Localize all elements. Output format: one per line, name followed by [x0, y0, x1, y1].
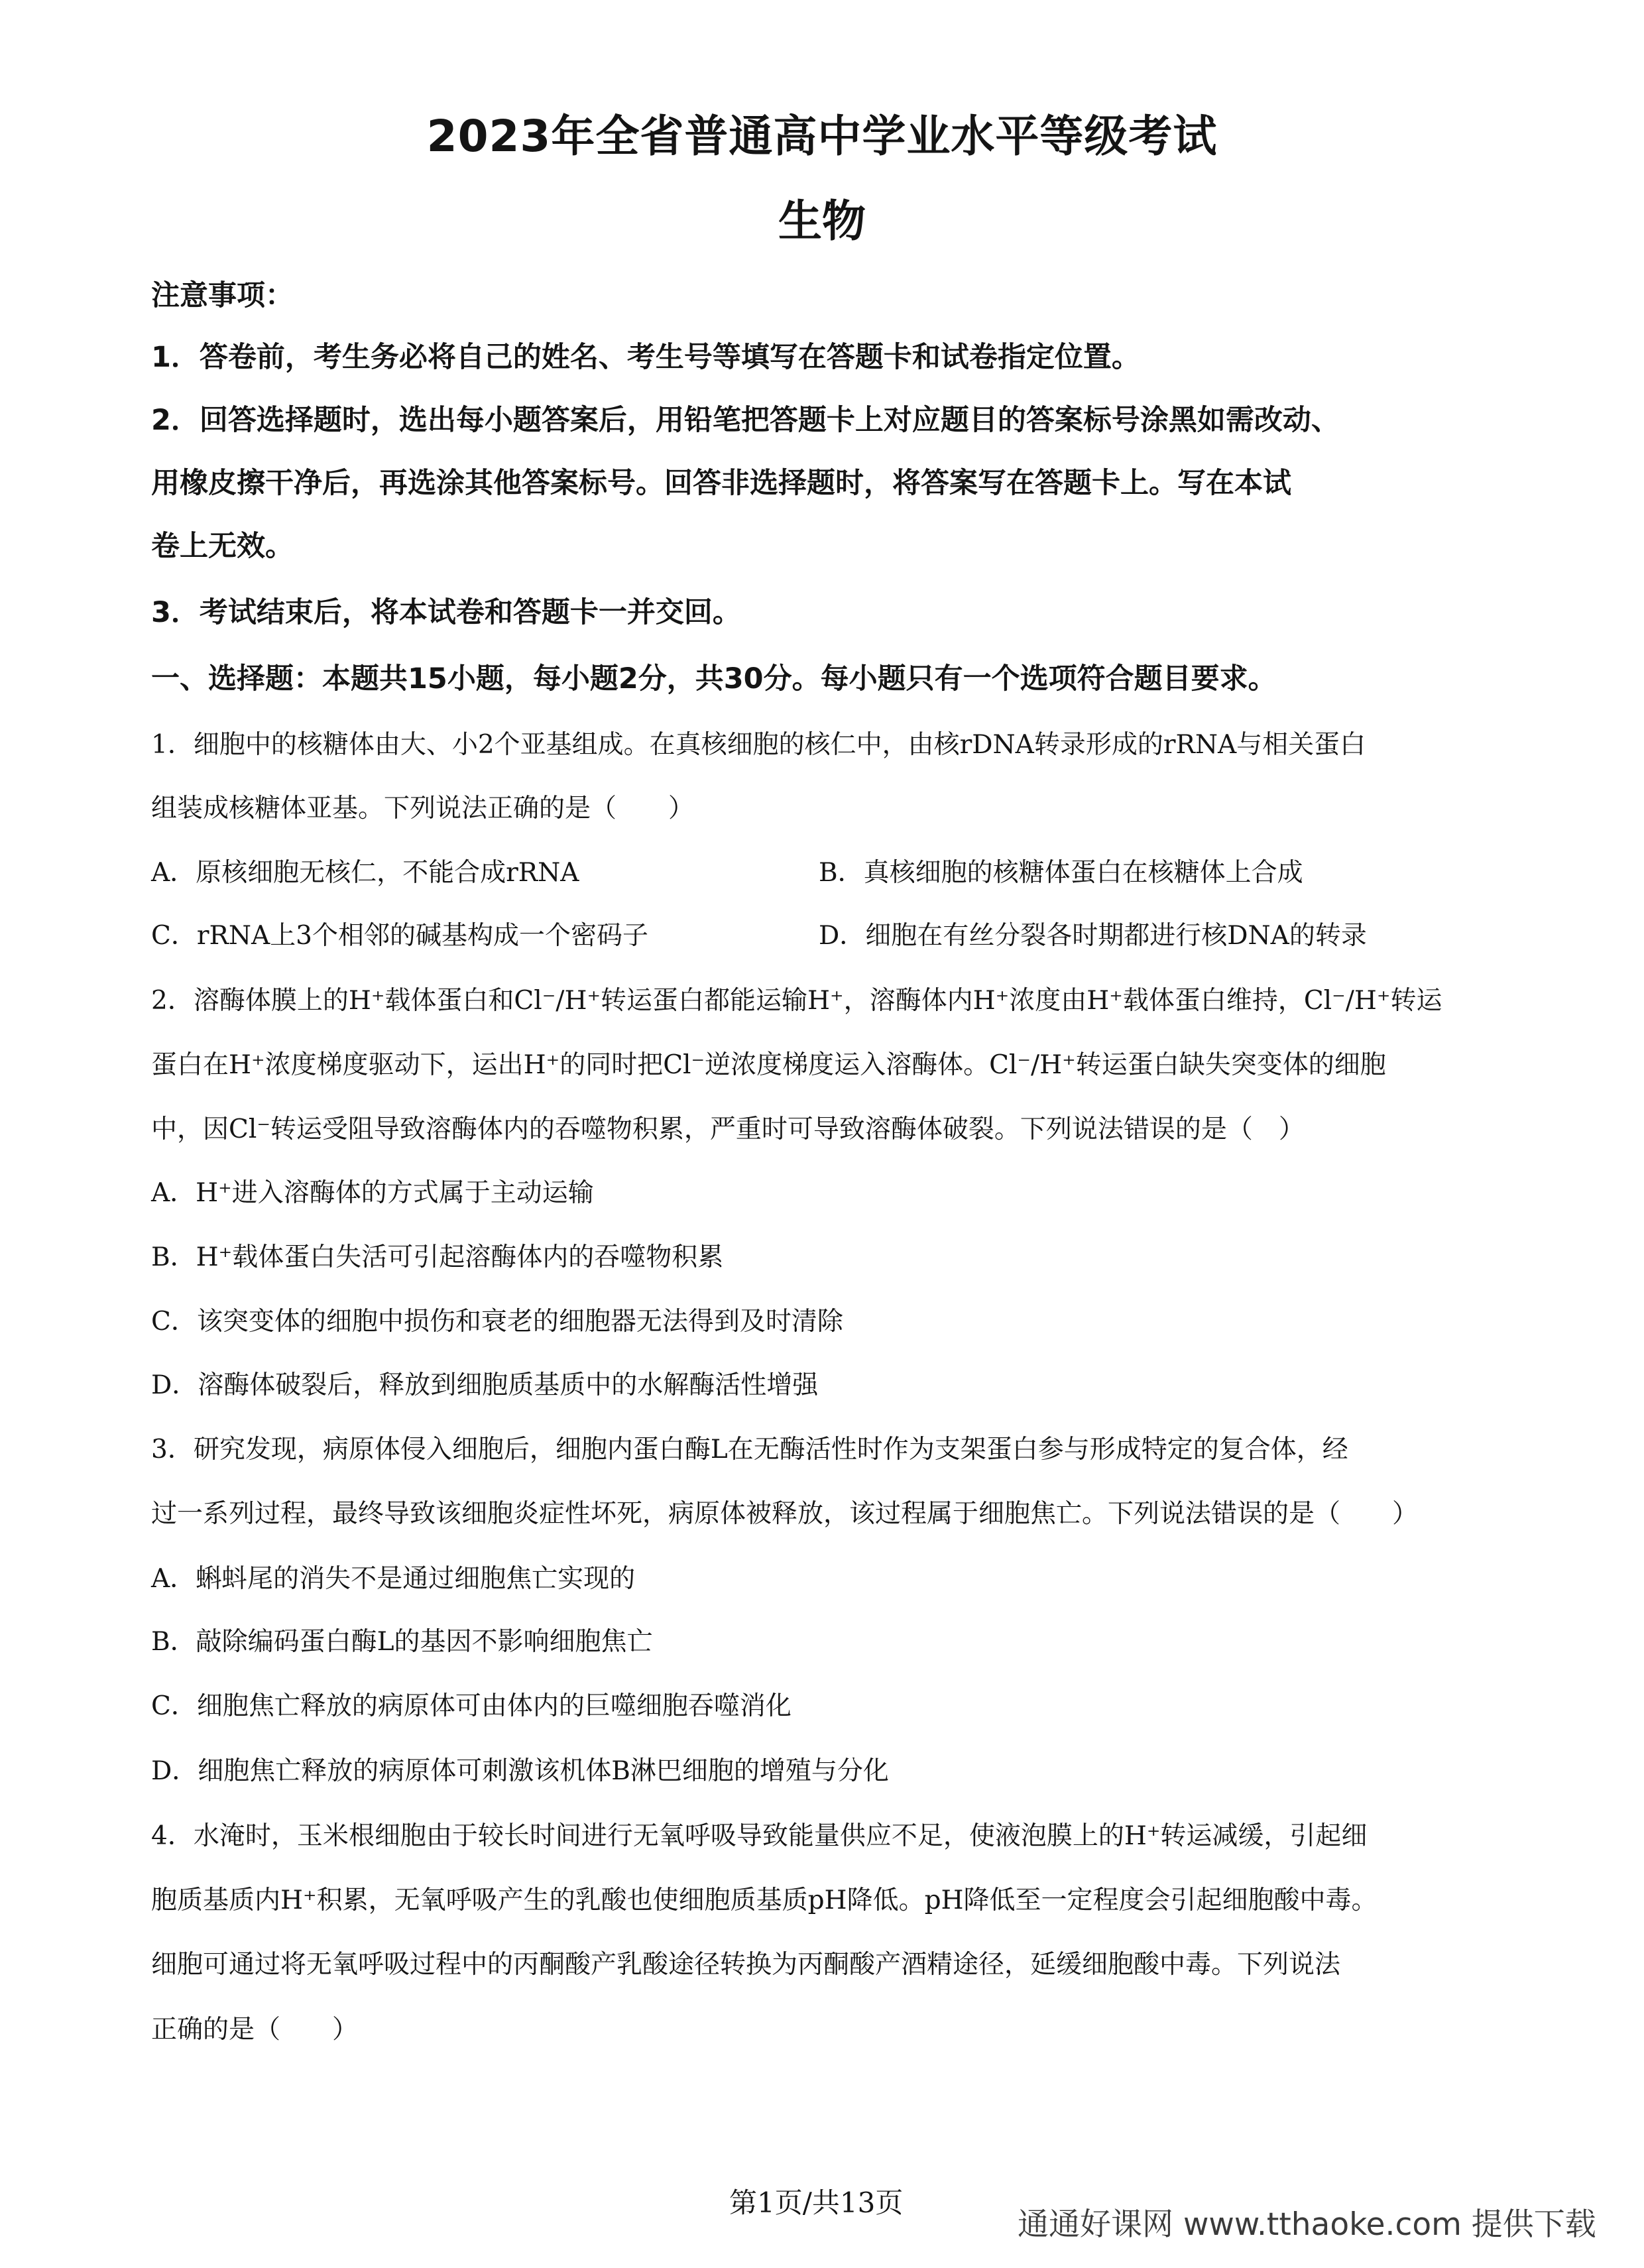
page-number: 第1页/共13页 — [729, 2186, 904, 2219]
exam-title: 2023年全省普通高中学业水平等级考试 — [426, 111, 1218, 162]
option-c: C．rRNA上3个相邻的碱基构成一个密码子 — [151, 921, 648, 951]
question-stem-line: 3．研究发现，病原体侵入细胞后，细胞内蛋白酶L在无酶活性时作为支架蛋白参与形成特定的复合体，经 — [151, 1435, 1348, 1464]
question-stem-line: 1．细胞中的核糖体由大、小2个亚基组成。在真核细胞的核仁中，由核rDNA转录形成的rRNA与相关蛋白 — [151, 730, 1366, 760]
option-b: B．H⁺载体蛋白失活可引起溶酶体内的吞噬物积累 — [151, 1242, 724, 1272]
subject-title: 生物 — [778, 196, 866, 247]
question-stem-line: 蛋白在H⁺浓度梯度驱动下，运出H⁺的同时把Cl⁻逆浓度梯度运入溶酶体。Cl⁻/H⁺转运蛋白缺失突变体的细胞 — [151, 1050, 1386, 1080]
option-a: A．蝌蚪尾的消失不是通过细胞焦亡实现的 — [151, 1564, 636, 1594]
option-c: C．该突变体的细胞中损伤和衰老的细胞器无法得到及时清除 — [151, 1307, 843, 1337]
notice-line-4: 卷上无效。 — [151, 530, 294, 563]
option-c: C．细胞焦亡释放的病原体可由体内的巨噬细胞吞噬消化 — [151, 1691, 792, 1721]
option-a: A．H⁺进入溶酶体的方式属于主动运输 — [151, 1178, 594, 1208]
question-stem-line: 细胞可通过将无氧呼吸过程中的丙酮酸产乳酸途径转换为丙酮酸产酒精途径，延缓细胞酸中毒。下列说法 — [151, 1950, 1341, 1980]
option-a: A．原核细胞无核仁，不能合成rRNA — [151, 858, 579, 888]
option-b: B．敲除编码蛋白酶L的基因不影响细胞焦亡 — [151, 1627, 653, 1657]
question-stem-line: 过一系列过程，最终导致该细胞炎症性坏死，病原体被释放，该过程属于细胞焦亡。下列说法错误的是（ ） — [151, 1499, 1419, 1529]
notice-line-3: 用橡皮擦干净后，再选涂其他答案标号。回答非选择题时，将答案写在答题卡上。写在本试 — [151, 467, 1291, 500]
question-stem-line: 组装成核糖体亚基。下列说法正确的是（ ） — [151, 794, 695, 823]
option-b: B．真核细胞的核糖体蛋白在核糖体上合成 — [819, 858, 1303, 888]
watermark: 通通好课网 www.tthaoke.com 提供下载 — [1018, 2206, 1596, 2243]
option-d: D．溶酶体破裂后，释放到细胞质基质中的水解酶活性增强 — [151, 1370, 819, 1400]
notice-line-1: 1．答卷前，考生务必将自己的姓名、考生号等填写在答题卡和试卷指定位置。 — [151, 341, 1140, 374]
question-stem-line: 4．水淹时，玉米根细胞由于较长时间进行无氧呼吸导致能量供应不足，使液泡膜上的H⁺转运减缓，引起细 — [151, 1821, 1368, 1851]
option-d: D．细胞在有丝分裂各时期都进行核DNA的转录 — [819, 921, 1367, 951]
notice-line-2: 2．回答选择题时，选出每小题答案后，用铅笔把答题卡上对应题目的答案标号涂黑如需改动、 — [151, 404, 1340, 437]
notice-line-5: 3．考试结束后，将本试卷和答题卡一并交回。 — [151, 596, 741, 629]
question-stem-line: 胞质基质内H⁺积累，无氧呼吸产生的乳酸也使细胞质基质pH降低。pH降低至一定程度会引起细胞酸中毒。 — [151, 1885, 1378, 1915]
question-stem-line: 正确的是（ ） — [151, 2015, 359, 2045]
question-stem-line: 2．溶酶体膜上的H⁺载体蛋白和Cl⁻/H⁺转运蛋白都能运输H⁺，溶酶体内H⁺浓度由H⁺载体蛋白维持，Cl⁻/H⁺转运 — [151, 986, 1442, 1016]
section-heading: 一、选择题：本题共15小题，每小题2分，共30分。每小题只有一个选项符合题目要求。 — [151, 662, 1277, 695]
notice-heading: 注意事项： — [151, 279, 294, 312]
question-stem-line: 中，因Cl⁻转运受阻导致溶酶体内的吞噬物积累，严重时可导致溶酶体破裂。下列说法错误的是（ ） — [151, 1114, 1305, 1144]
option-d: D．细胞焦亡释放的病原体可刺激该机体B淋巴细胞的增殖与分化 — [151, 1756, 889, 1786]
